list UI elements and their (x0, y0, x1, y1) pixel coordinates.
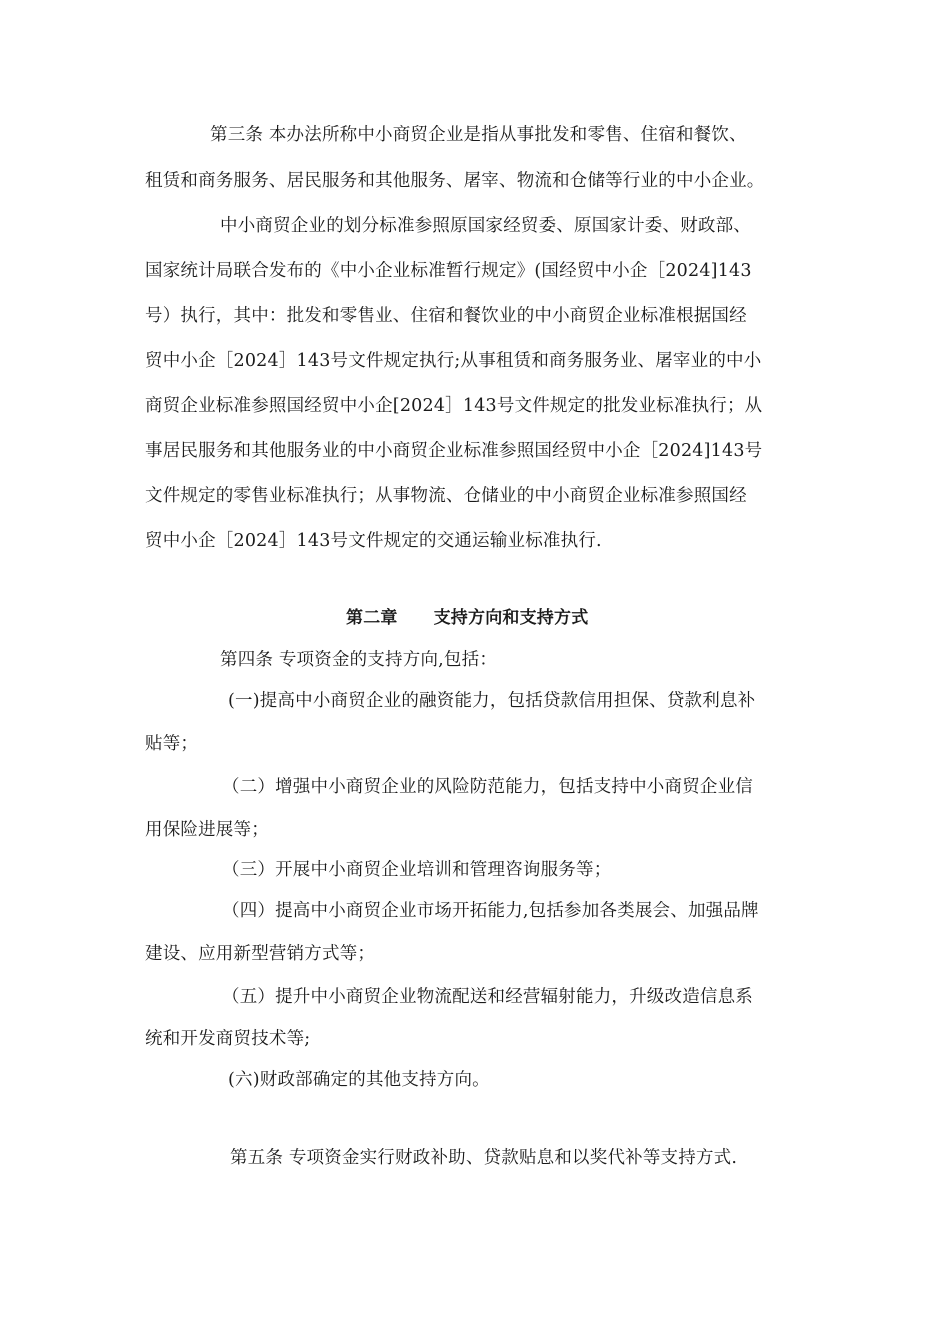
article3-line-1: 第三条 本办法所称中小商贸企业是指从事批发和零售、住宿和餐饮、 (210, 125, 747, 145)
chapter-number: 第二章 (346, 608, 398, 628)
article5-text: 第五条 专项资金实行财政补助、贷款贴息和以奖代补等支持方式. (230, 1148, 738, 1168)
article4-item-6: (六)财政部确定的其他支持方向。 (228, 1070, 490, 1090)
article4-item-5-line-1: （五）提升中小商贸企业物流配送和经营辐射能力，升级改造信息系 (222, 987, 753, 1007)
article4-item-2-line-2: 用保险进展等； (145, 820, 269, 840)
article3-line-2: 租赁和商务服务、居民服务和其他服务、屠宰、物流和仓储等行业的中小企业。 (145, 171, 765, 191)
standards-line-8: 贸中小企［2024］143号文件规定的交通运输业标准执行. (145, 531, 602, 551)
standards-line-4: 贸中小企［2024］143号文件规定执行;从事租赁和商务服务业、屠宰业的中小 (145, 351, 762, 371)
standards-line-5: 商贸企业标准参照国经贸中小企[2024］143号文件规定的批发业标准执行；从 (145, 396, 763, 416)
standards-line-6: 事居民服务和其他服务业的中小商贸企业标准参照国经贸中小企［2024]143号 (145, 441, 763, 461)
article4-item-1-line-2: 贴等； (145, 734, 199, 754)
article4-item-4-line-2: 建设、应用新型营销方式等； (145, 944, 376, 964)
chapter-title: 支持方向和支持方式 (433, 608, 589, 628)
article4-item-3: （三）开展中小商贸企业培训和管理咨询服务等； (222, 860, 612, 880)
standards-line-3: 号）执行，其中：批发和零售业、住宿和餐饮业的中小商贸企业标准根据国经 (145, 306, 747, 326)
article4-item-1-line-1: (一)提高中小商贸企业的融资能力，包括贷款信用担保、贷款利息补 (228, 691, 756, 711)
standards-line-7: 文件规定的零售业标准执行；从事物流、仓储业的中小商贸企业标准参照国经 (145, 486, 747, 506)
standards-line-1: 中小商贸企业的划分标准参照原国家经贸委、原国家计委、财政部、 (220, 216, 751, 236)
article4-item-4-line-1: （四）提高中小商贸企业市场开拓能力,包括参加各类展会、加强品牌 (222, 901, 759, 921)
standards-line-2: 国家统计局联合发布的《中小企业标准暂行规定》(国经贸中小企［2024]143 (145, 261, 752, 281)
chapter-heading (346, 606, 950, 630)
article4-intro: 第四条 专项资金的支持方向,包括： (220, 650, 498, 670)
article4-item-5-line-2: 统和开发商贸技术等; (145, 1029, 311, 1049)
article4-item-2-line-1: （二）增强中小商贸企业的风险防范能力，包括支持中小商贸企业信 (222, 777, 753, 797)
